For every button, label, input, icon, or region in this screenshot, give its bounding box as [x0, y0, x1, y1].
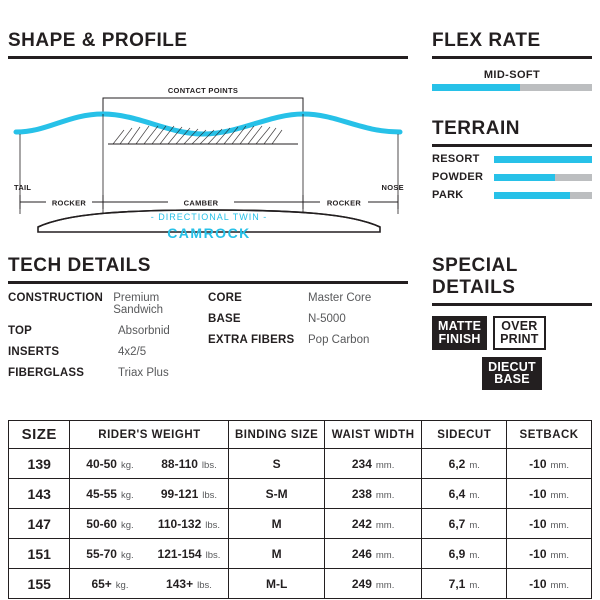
cell-size: 155	[9, 569, 70, 599]
cell-weight	[70, 539, 229, 569]
tech-row-core	[208, 292, 408, 304]
badge-matte-line1: MATTE	[438, 319, 482, 333]
badge-over-line1: OVER	[501, 319, 538, 333]
header-binding-size: BINDING SIZE	[229, 421, 324, 449]
cell-waist	[324, 449, 422, 479]
tech-row-base	[208, 313, 408, 325]
cell-setback	[507, 479, 592, 509]
tech-key-extra-fibers: EXTRA FIBERS	[208, 334, 295, 346]
cell-sidecut-value: 6,9	[448, 546, 466, 561]
special-details-section	[432, 255, 592, 397]
flex-rate-title: FLEX RATE	[432, 30, 541, 51]
cell-sidecut-unit: m.	[469, 489, 480, 501]
tech-row-inserts	[8, 346, 208, 358]
cell-sidecut	[422, 479, 507, 509]
cell-setback-unit: mm.	[550, 489, 569, 501]
cell-sidecut-unit: m.	[469, 549, 480, 561]
cell-weight-lbs: 88-110	[161, 456, 198, 471]
shape-profile-rule	[8, 56, 408, 59]
tech-key-inserts: INSERTS	[8, 346, 60, 358]
tech-key-construction: CONSTRUCTION	[8, 292, 104, 304]
tech-value-extra-fibers: Pop Carbon	[308, 334, 370, 346]
contact-points-label: CONTACT POINTS	[167, 86, 239, 95]
cell-weight-kg-unit: kg.	[120, 489, 134, 501]
cell-weight-kg-unit: kg.	[120, 459, 134, 471]
badge-matte-line2: FINISH	[438, 331, 481, 346]
terrain-track-powder	[494, 174, 592, 181]
cell-size: 151	[9, 539, 70, 569]
flex-rate-rule	[432, 56, 592, 59]
tech-key-fiberglass: FIBERGLASS	[8, 367, 85, 379]
special-details-rule	[432, 303, 592, 306]
terrain-rule	[432, 144, 592, 147]
cell-setback-value: -10	[529, 576, 547, 591]
cell-binding: S-M	[229, 479, 324, 509]
cell-setback-unit: mm.	[550, 459, 569, 471]
cell-weight-kg: 40-50	[86, 456, 117, 471]
flex-rate-track	[432, 84, 592, 91]
flex-rate-section	[432, 30, 592, 91]
cell-waist	[324, 509, 422, 539]
cell-size: 143	[9, 479, 70, 509]
cell-sidecut-value: 7,1	[448, 576, 466, 591]
terrain-label-resort: RESORT	[432, 153, 480, 165]
cell-binding: S	[229, 449, 324, 479]
size-table-header-row	[9, 421, 592, 449]
shape-name-label: - DIRECTIONAL TWIN -	[150, 212, 268, 222]
cell-waist	[324, 569, 422, 599]
tech-value-top: Absorbnid	[118, 325, 170, 337]
camber-profile-curve	[16, 114, 400, 134]
cell-weight-kg-unit: kg.	[120, 519, 134, 531]
cell-waist-unit: mm.	[375, 579, 395, 591]
terrain-row-park	[432, 189, 592, 201]
cell-setback	[507, 569, 592, 599]
cell-weight-lbs: 99-121	[160, 486, 199, 501]
cell-binding: M	[229, 509, 324, 539]
cell-sidecut-value: 6,7	[448, 516, 466, 531]
cell-weight-kg-unit: kg.	[120, 549, 134, 561]
tech-key-base: BASE	[208, 313, 241, 325]
badge-diecut-base	[482, 357, 542, 391]
tech-row-fiberglass	[8, 367, 208, 379]
rocker-right-label: ROCKER	[326, 198, 362, 208]
terrain-row-resort	[432, 153, 592, 165]
cell-size: 147	[9, 509, 70, 539]
terrain-label-park: PARK	[432, 189, 464, 201]
cell-weight	[70, 479, 229, 509]
terrain-title: TERRAIN	[432, 118, 520, 139]
cell-waist	[324, 479, 422, 509]
cell-sidecut-unit: m.	[469, 459, 480, 471]
board-profile-diagram	[8, 62, 410, 241]
tech-key-top: TOP	[8, 325, 33, 337]
terrain-fill-powder	[494, 174, 555, 181]
badge-diecut-line1: DIECUT	[488, 359, 536, 374]
cell-setback	[507, 449, 592, 479]
cell-weight	[70, 569, 229, 599]
cell-waist-unit: mm.	[375, 519, 395, 531]
tech-details-rule	[8, 281, 408, 284]
cell-size: 139	[9, 449, 70, 479]
cell-weight-kg-unit: kg.	[115, 579, 129, 591]
cell-sidecut	[422, 449, 507, 479]
terrain-label-powder: POWDER	[432, 171, 484, 183]
tech-details-right-column	[208, 292, 408, 388]
cell-weight-lbs-unit: lbs.	[202, 489, 218, 501]
rocker-left-label: ROCKER	[51, 198, 87, 208]
cell-setback-value: -10	[529, 486, 547, 501]
table-row	[9, 569, 592, 599]
cell-waist-unit: mm.	[375, 489, 395, 501]
cell-setback-unit: mm.	[550, 579, 569, 591]
cell-weight-kg: 50-60	[86, 516, 117, 531]
table-row	[9, 479, 592, 509]
size-table-wrapper	[8, 420, 592, 599]
cell-waist-value: 246	[351, 546, 372, 561]
badge-diecut-line2: BASE	[494, 372, 530, 387]
header-size: SIZE	[9, 421, 70, 449]
tail-label: TAIL	[14, 183, 32, 192]
camber-label: CAMBER	[183, 198, 219, 208]
terrain-row-powder	[432, 171, 592, 183]
terrain-fill-park	[494, 192, 570, 199]
tech-value-core: Master Core	[308, 292, 372, 304]
cell-waist-unit: mm.	[375, 549, 395, 561]
profile-name-label: CAMROCK	[167, 225, 251, 241]
cell-weight-lbs-unit: lbs.	[197, 579, 212, 591]
tech-value-base: N-5000	[308, 313, 346, 325]
cell-setback-unit: mm.	[550, 549, 569, 561]
header-setback: SETBACK	[507, 421, 592, 449]
table-row	[9, 509, 592, 539]
cell-sidecut-unit: m.	[469, 579, 480, 591]
special-details-title: SPECIAL DETAILS	[432, 255, 518, 298]
flex-rate-fill	[432, 84, 520, 91]
terrain-track-park	[494, 192, 592, 199]
cell-setback	[507, 509, 592, 539]
tech-row-extra-fibers	[208, 334, 408, 346]
cell-waist-value: 242	[351, 516, 372, 531]
header-waist-width: WAIST WIDTH	[324, 421, 422, 449]
badge-over-line2: PRINT	[500, 331, 539, 346]
cell-sidecut-unit: m.	[469, 519, 480, 531]
cell-setback	[507, 539, 592, 569]
size-table	[8, 420, 592, 599]
cell-weight-lbs-unit: lbs.	[201, 459, 217, 471]
cell-waist-value: 238	[351, 486, 372, 501]
cell-weight-lbs-unit: lbs.	[205, 549, 221, 561]
cell-sidecut	[422, 569, 507, 599]
cell-setback-value: -10	[529, 516, 547, 531]
cell-binding: M-L	[229, 569, 324, 599]
flex-rate-caption: MID-SOFT	[483, 69, 541, 81]
terrain-track-resort	[494, 156, 592, 163]
cell-weight-kg: 55-70	[86, 546, 117, 561]
cell-sidecut-value: 6,2	[448, 456, 466, 471]
cell-sidecut-value: 6,4	[448, 486, 466, 501]
cell-waist-unit: mm.	[375, 459, 395, 471]
cell-weight-lbs: 110-132	[157, 516, 202, 531]
cell-setback-unit: mm.	[550, 519, 569, 531]
tech-row-top	[8, 325, 208, 337]
cell-waist	[324, 539, 422, 569]
tech-value-fiberglass: Triax Plus	[118, 367, 169, 379]
cell-weight	[70, 509, 229, 539]
cell-sidecut	[422, 539, 507, 569]
terrain-fill-resort	[494, 156, 592, 163]
cell-weight-kg: 65+	[91, 576, 112, 591]
table-row	[9, 449, 592, 479]
cell-weight-lbs: 121-154	[157, 546, 202, 561]
badge-over-print	[493, 316, 546, 350]
tech-value-construction: Premium Sandwich	[113, 292, 164, 316]
cell-setback-value: -10	[529, 546, 547, 561]
cell-weight-lbs-unit: lbs.	[205, 519, 221, 531]
cell-weight-kg: 45-55	[86, 486, 117, 501]
cell-setback-value: -10	[529, 456, 547, 471]
terrain-section	[432, 118, 592, 201]
shape-profile-section	[8, 30, 408, 59]
cell-weight	[70, 449, 229, 479]
cell-waist-value: 249	[351, 576, 372, 591]
table-row	[9, 539, 592, 569]
tech-details-left-column	[8, 292, 208, 388]
nose-label: NOSE	[381, 183, 404, 192]
tech-details-title: TECH DETAILS	[8, 255, 151, 276]
header-sidecut: SIDECUT	[422, 421, 507, 449]
tech-row-construction	[8, 292, 208, 316]
cell-sidecut	[422, 509, 507, 539]
tech-details-section	[8, 255, 408, 388]
cell-binding: M	[229, 539, 324, 569]
header-riders-weight: RIDER'S WEIGHT	[70, 421, 229, 449]
tech-value-inserts: 4x2/5	[118, 346, 147, 358]
cell-waist-value: 234	[351, 456, 372, 471]
cell-weight-lbs: 143+	[166, 576, 194, 591]
tech-key-core: CORE	[208, 292, 243, 304]
badge-matte-finish	[432, 316, 487, 350]
shape-profile-title: SHAPE & PROFILE	[8, 30, 188, 51]
